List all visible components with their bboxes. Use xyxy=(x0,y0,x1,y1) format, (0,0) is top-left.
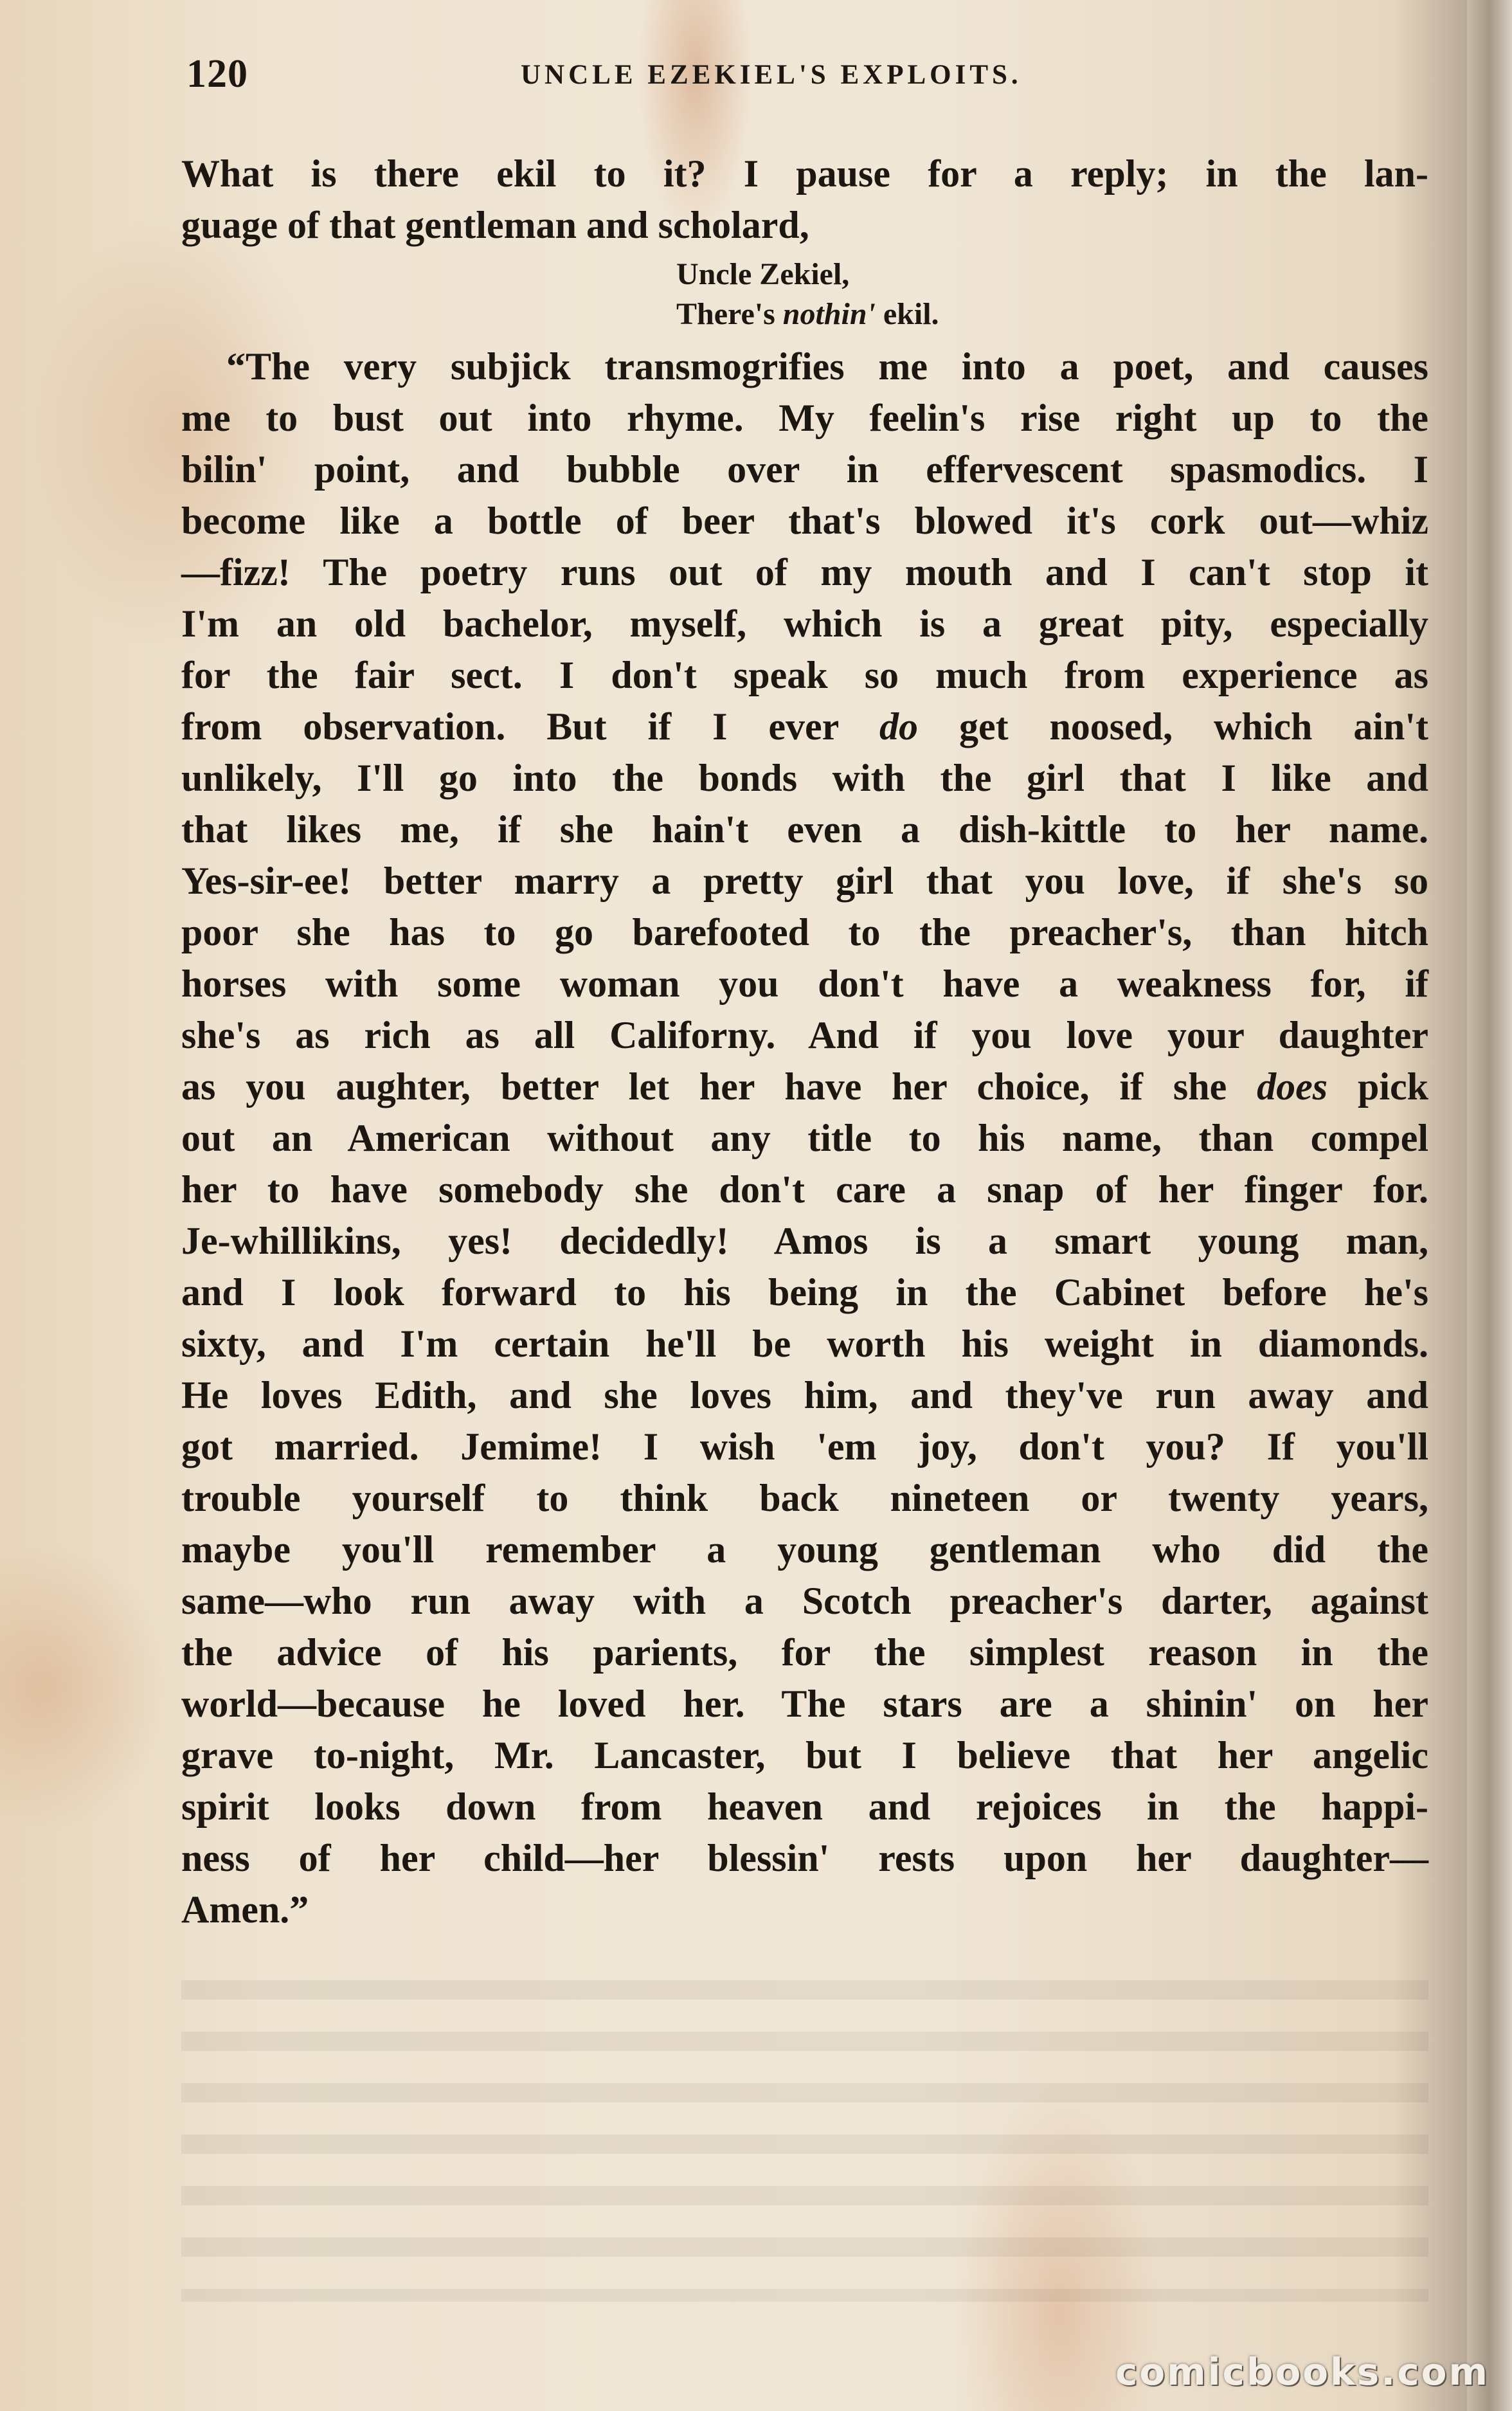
text-line: Amen.” xyxy=(181,1888,309,1931)
text-line: for the fair sect. I don't speak so much from experience as xyxy=(181,654,1428,696)
text-line: out an American without any title to his name, than compel xyxy=(181,1117,1428,1159)
text-line: guage of that gentleman and scholard, xyxy=(181,204,809,246)
text-line: got married. Jemime! I wish 'em joy, don't you? If you'll xyxy=(181,1425,1428,1468)
text-line: become like a bottle of beer that's blowed it's cork out—whiz xyxy=(181,500,1428,542)
text-line: that likes me, if she hain't even a dish-kittle to her name. xyxy=(181,808,1428,851)
italic-run: does xyxy=(1257,1065,1328,1108)
text-line: same—who run away with a Scotch preacher's darter, against xyxy=(181,1580,1428,1622)
italic-run: do xyxy=(879,705,919,748)
watermark: comicbooks.com xyxy=(1115,2350,1490,2394)
text-line: poor she has to go barefooted to the preacher's, than hitch xyxy=(181,911,1428,953)
verse-text: There's xyxy=(676,297,783,331)
text-line: Yes-sir-ee! better marry a pretty girl that you love, if she's so xyxy=(181,860,1428,902)
book-gutter-edge xyxy=(1467,0,1512,2411)
text-line: I'm an old bachelor, myself, which is a great pity, especially xyxy=(181,602,1428,645)
text-line: her to have somebody she don't care a snap of her finger for. xyxy=(181,1168,1428,1211)
body-text xyxy=(181,148,1428,1935)
text-line: spirit looks down from heaven and rejoices in the happi- xyxy=(181,1785,1428,1828)
text-line: grave to-night, Mr. Lancaster, but I believe that her angelic xyxy=(181,1734,1428,1776)
verse-line xyxy=(181,294,1428,334)
text-line: the advice of his parients, for the simplest reason in the xyxy=(181,1631,1428,1674)
text-line: unlikely, I'll go into the bonds with the girl that I like and xyxy=(181,757,1428,799)
text-line: world—because he loved her. The stars are a shinin' on her xyxy=(181,1683,1428,1725)
text-run: as you aughter, better let her have her choice, if she xyxy=(181,1065,1257,1108)
text-line: ness of her child—her blessin' rests upon her daughter— xyxy=(181,1837,1428,1879)
text-line xyxy=(181,1061,1428,1112)
verse-text: ekil. xyxy=(875,297,939,331)
show-through-text xyxy=(181,1980,1428,2302)
text-line: —fizz! The poetry runs out of my mouth and I can't stop it xyxy=(181,551,1428,593)
text-run: get noosed, which ain't xyxy=(918,705,1429,748)
verse-line xyxy=(181,255,1428,294)
page-header xyxy=(186,51,1427,109)
text-line: she's as rich as all Californy. And if you love your daughter xyxy=(181,1014,1428,1056)
text-line xyxy=(181,341,1428,392)
text-run: from observation. But if I ever xyxy=(181,705,880,748)
running-head: UNCLE EZEKIEL'S EXPLOITS. xyxy=(521,60,1022,90)
page-number: 120 xyxy=(186,52,248,96)
text-line: sixty, and I'm certain he'll be worth his weight in diamonds. xyxy=(181,1323,1428,1365)
text-line: bilin' point, and bubble over in effervescent spasmodics. I xyxy=(181,448,1428,491)
text-line xyxy=(181,701,1428,752)
text-line: Je-whillikins, yes! decidedly! Amos is a smart young man, xyxy=(181,1220,1428,1262)
text-run: “The very subjick transmogrifies me into a poet, and causes xyxy=(226,345,1428,388)
verse-italic: nothin' xyxy=(782,297,876,331)
text-line: trouble yourself to think back nineteen or twenty years, xyxy=(181,1477,1428,1519)
text-run: pick xyxy=(1328,1065,1428,1108)
text-line: What is there ekil to it? I pause for a reply; in the lan- xyxy=(181,152,1428,195)
text-line: maybe you'll remember a young gentleman who did the xyxy=(181,1528,1428,1571)
text-line: me to bust out into rhyme. My feelin's rise right up to the xyxy=(181,397,1428,439)
verse-text: Uncle Zekiel, xyxy=(676,257,850,291)
text-line: He loves Edith, and she loves him, and they've run away and xyxy=(181,1374,1428,1416)
text-line: and I look forward to his being in the Cabinet before he's xyxy=(181,1271,1428,1314)
text-line: horses with some woman you don't have a weakness for, if xyxy=(181,962,1428,1005)
